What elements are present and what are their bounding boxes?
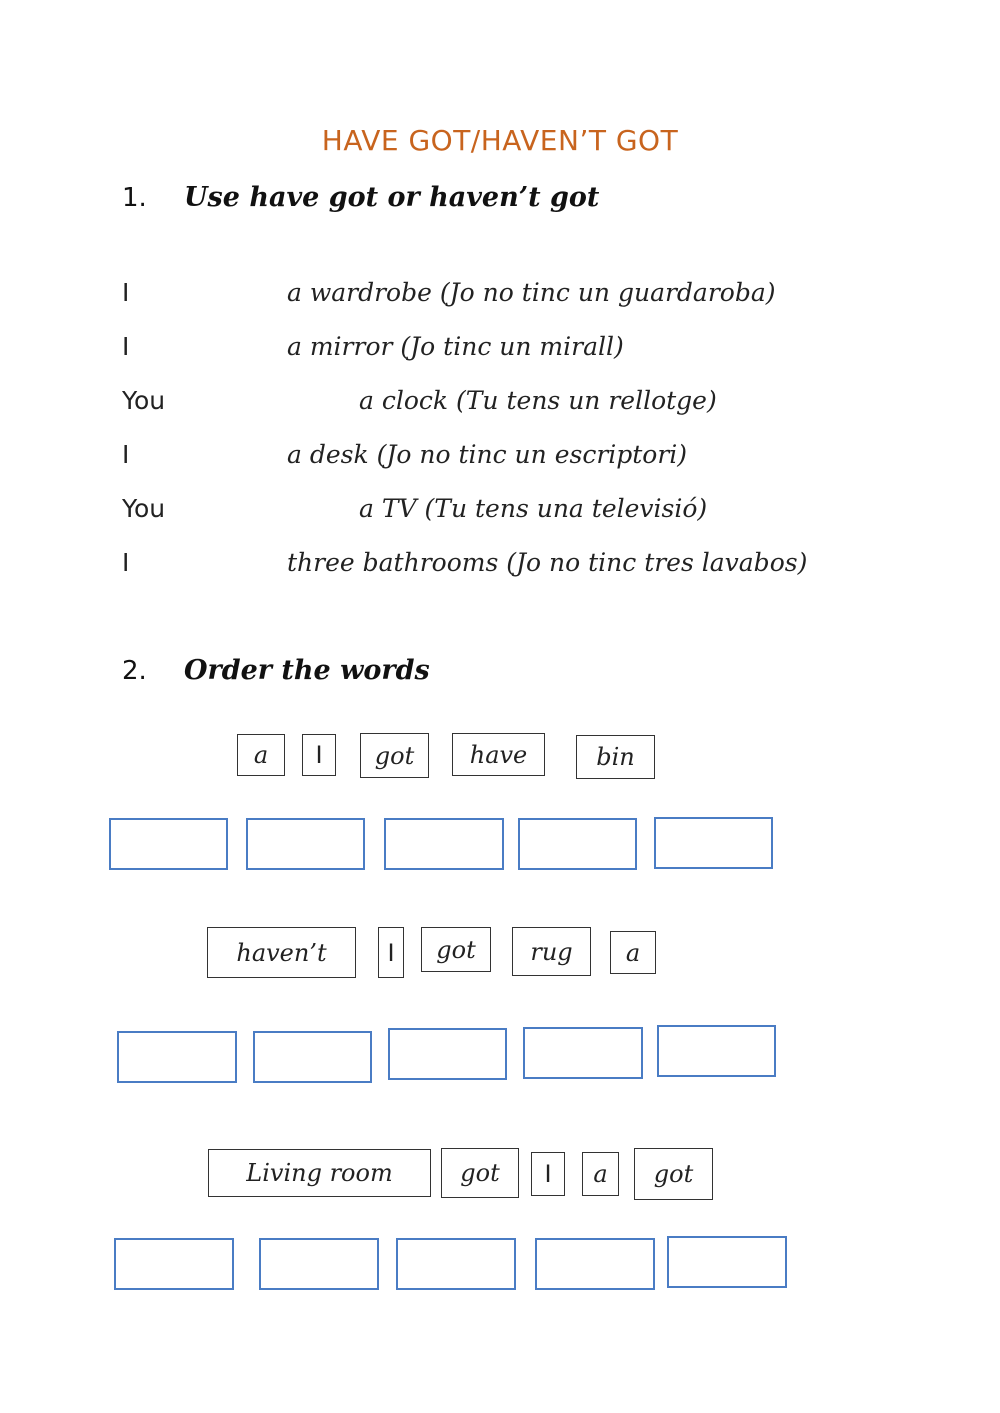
word-tile[interactable]: I [378,927,404,978]
sentence-subject: I [122,332,130,361]
answer-box[interactable] [114,1238,234,1290]
word-tile[interactable]: got [421,927,491,972]
section-1-heading [122,182,599,213]
word-tile[interactable]: I [531,1152,565,1196]
answer-box[interactable] [384,818,504,870]
answer-box[interactable] [109,818,228,870]
sentence-subject: I [122,440,130,469]
answer-box[interactable] [388,1028,507,1080]
word-tile[interactable]: Living room [208,1149,431,1197]
word-tile[interactable]: got [634,1148,713,1200]
answer-box[interactable] [535,1238,655,1290]
word-tile[interactable]: got [441,1148,519,1198]
section-1-number: 1. [122,183,147,213]
answer-box[interactable] [657,1025,776,1077]
word-tile[interactable]: rug [512,927,591,976]
word-tile[interactable]: got [360,733,429,778]
sentence-subject: I [122,278,130,307]
answer-box[interactable] [259,1238,379,1290]
answer-box[interactable] [518,818,637,870]
sentence-text: a wardrobe (Jo no tinc un guardarobа) [287,278,776,307]
answer-box[interactable] [667,1236,787,1288]
word-tile[interactable]: a [610,931,656,974]
sentence-text: a clock (Tu tens un rellotge) [359,386,717,415]
answer-box[interactable] [117,1031,237,1083]
sentence-subject: I [122,548,130,577]
word-tile[interactable]: haven’t [207,927,356,978]
word-tile[interactable]: have [452,733,545,776]
page-title: HAVE GOT/HAVEN’T GOT [321,124,679,157]
answer-box[interactable] [523,1027,643,1079]
section-1-title: Use have got or haven’t got [184,182,600,213]
section-2-number: 2. [122,656,147,686]
word-tile[interactable]: a [582,1152,619,1196]
sentence-subject: You [122,386,166,415]
word-tile[interactable]: bin [576,735,655,779]
sentence-text: three bathrooms (Jo no tinc tres lavabos) [287,548,808,577]
answer-box[interactable] [246,818,365,870]
sentence-subject: You [122,494,166,523]
sentence-text: a desk (Jo no tinc un escriptori) [287,440,688,469]
word-tile[interactable]: a [237,734,285,776]
section-2-heading [122,655,430,686]
word-tile[interactable]: I [302,734,336,776]
section-2-title: Order the words [184,655,430,686]
answer-box[interactable] [654,817,773,869]
sentence-text: a mirror (Jo tinc un mirall) [287,332,624,361]
answer-box[interactable] [253,1031,372,1083]
sentence-text: a TV (Tu tens una televisió) [359,494,708,523]
answer-box[interactable] [396,1238,516,1290]
